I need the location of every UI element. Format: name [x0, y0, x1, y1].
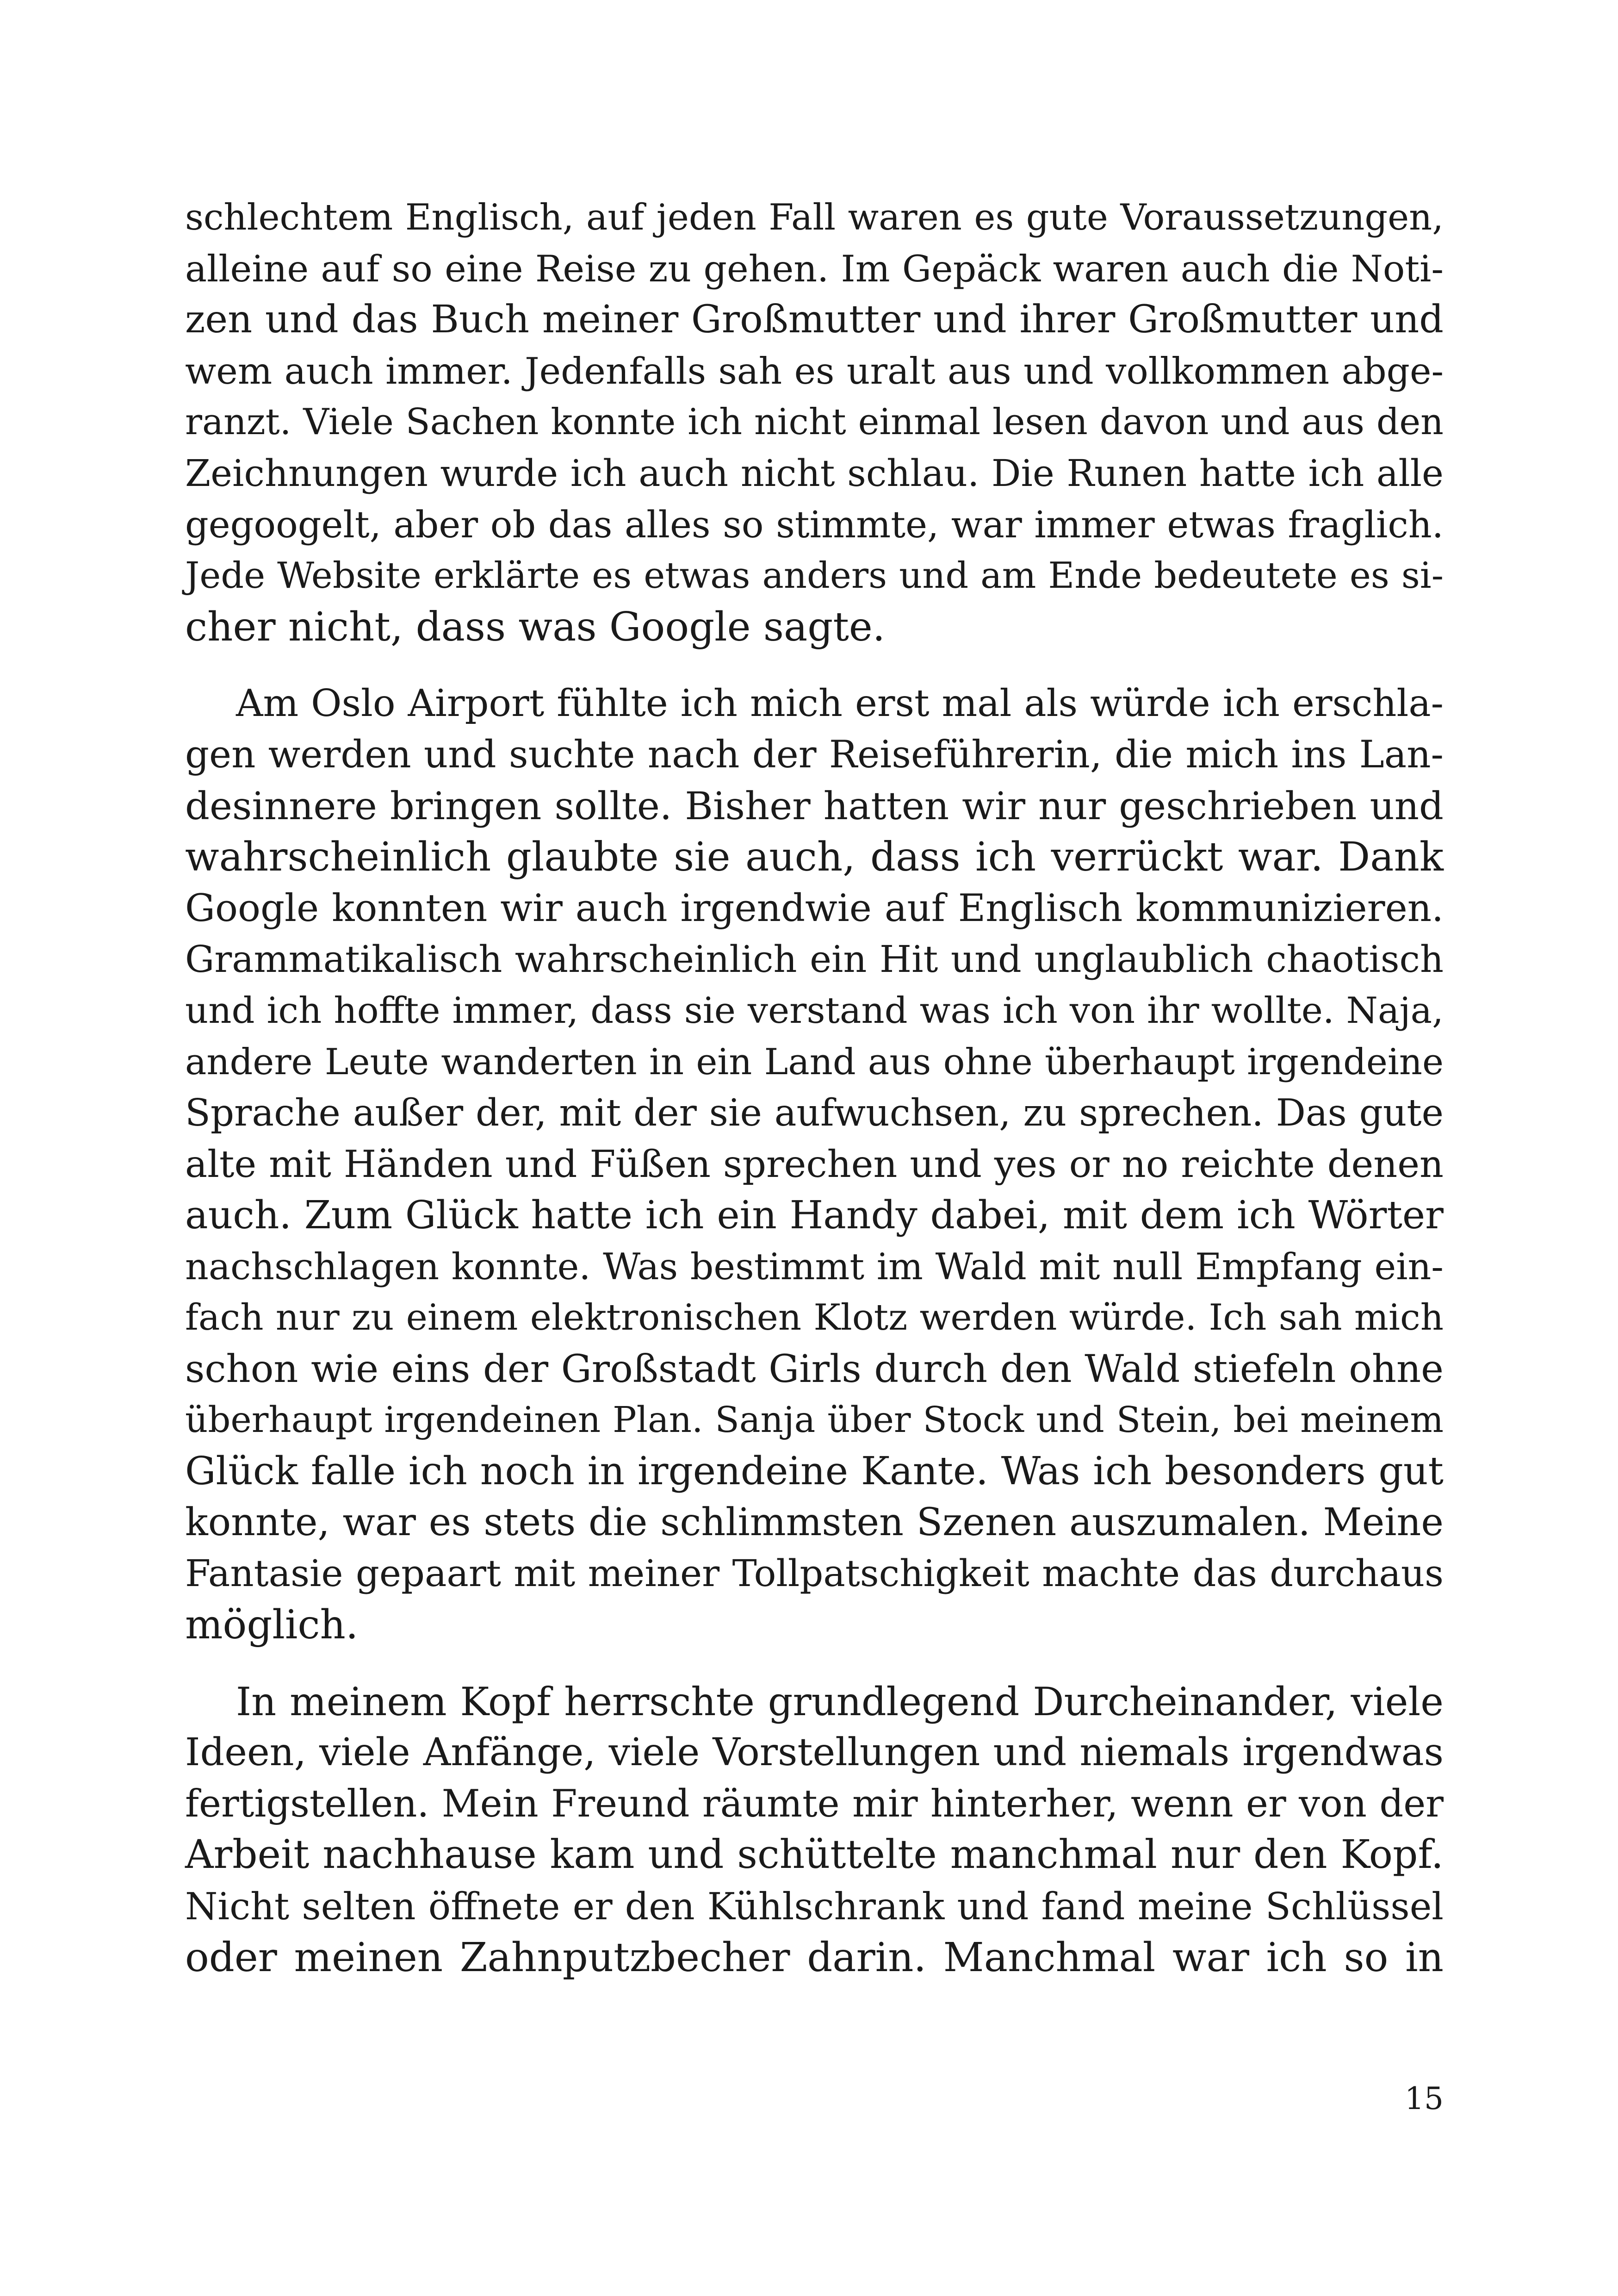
text-line: wahrscheinlich glaubte sie auch, dass ich verrückt war. Dank: [185, 834, 1444, 881]
text-line: gen werden und suchte nach der Reiseführerin, die mich ins Lan-: [185, 733, 1444, 777]
text-line: Arbeit nachhause kam und schüttelte manchmal nur den Kopf.: [185, 1832, 1444, 1878]
text-line: cher nicht, dass was Google sagte.: [185, 604, 886, 650]
paragraph-spacer: [185, 653, 1444, 678]
text-line: gegoogelt, aber ob das alles so stimmte, war immer etwas fraglich.: [185, 503, 1444, 546]
text-line: Ideen, viele Anfänge, viele Vorstellungen und niemals irgendwas: [185, 1730, 1444, 1775]
body-text: [185, 192, 1444, 1983]
text-line: fach nur zu einem elektronischen Klotz werden würde. Ich sah mich: [185, 1296, 1444, 1339]
text-line: konnte, war es stets die schlimmsten Szenen auszumalen. Meine: [185, 1500, 1444, 1544]
paragraph-3: [185, 1676, 1444, 1984]
text-line: Zeichnungen wurde ich auch nicht schlau. Die Runen hatte ich alle: [185, 451, 1444, 495]
text-line: Jede Website erklärte es etwas anders und am Ende bedeutete es si-: [185, 555, 1444, 597]
text-line: schon wie eins der Großstadt Girls durch den Wald stiefeln ohne: [185, 1347, 1444, 1392]
paragraph-spacer: [185, 1651, 1444, 1676]
text-line: Grammatikalisch wahrscheinlich ein Hit und unglaublich chaotisch: [185, 938, 1444, 981]
page-number: 15: [1405, 2081, 1444, 2116]
text-line: Fantasie gepaart mit meiner Tollpatschigkeit machte das durchaus: [185, 1552, 1444, 1595]
text-line: ranzt. Viele Sachen konnte ich nicht einmal lesen davon und aus den: [185, 401, 1444, 443]
text-line: schlechtem Englisch, auf jeden Fall waren es gute Voraussetzungen,: [185, 197, 1444, 238]
text-line: Google konnten wir auch irgendwie auf Englisch kommunizieren.: [185, 886, 1444, 930]
text-line: nachschlagen konnte. Was bestimmt im Wald mit null Empfang ein-: [185, 1245, 1444, 1288]
text-line: wem auch immer. Jedenfalls sah es uralt aus und vollkommen abge-: [185, 349, 1444, 392]
text-line: Nicht selten öffnete er den Kühlschrank und fand meine Schlüssel: [185, 1885, 1444, 1928]
text-line: Glück falle ich noch in irgendeine Kante. Was ich besonders gut: [185, 1449, 1444, 1494]
text-line: desinnere bringen sollte. Bisher hatten wir nur geschrieben und: [185, 783, 1444, 828]
text-line: Am Oslo Airport fühlte ich mich erst mal als würde ich erschla-: [236, 682, 1444, 726]
text-line: zen und das Buch meiner Großmutter und ihrer Großmutter und: [185, 298, 1444, 342]
text-line: alleine auf so eine Reise zu gehen. Im Gepäck waren auch die Noti-: [185, 247, 1444, 290]
text-line: auch. Zum Glück hatte ich ein Handy dabei, mit dem ich Wörter: [185, 1193, 1444, 1238]
text-line: In meinem Kopf herrschte grundlegend Durcheinander, viele: [236, 1679, 1444, 1724]
text-line: oder meinen Zahnputzbecher darin. Manchmal war ich so in: [185, 1934, 1444, 1981]
text-line: fertigstellen. Mein Freund räumte mir hinterher, wenn er von der: [185, 1782, 1444, 1826]
text-line: Sprache außer der, mit der sie aufwuchsen, zu sprechen. Das gute: [185, 1091, 1444, 1135]
paragraph-1: [185, 192, 1444, 653]
text-line: andere Leute wanderten in ein Land aus ohne überhaupt irgendeine: [185, 1041, 1444, 1083]
text-line: alte mit Händen und Füßen sprechen und yes or no reichte denen: [185, 1142, 1444, 1186]
text-line: überhaupt irgendeinen Plan. Sanja über Stock und Stein, bei meinem: [185, 1399, 1444, 1441]
paragraph-2: [185, 678, 1444, 1650]
text-line: möglich.: [185, 1602, 359, 1649]
text-line: und ich hoffte immer, dass sie verstand was ich von ihr wollte. Naja,: [185, 989, 1444, 1032]
